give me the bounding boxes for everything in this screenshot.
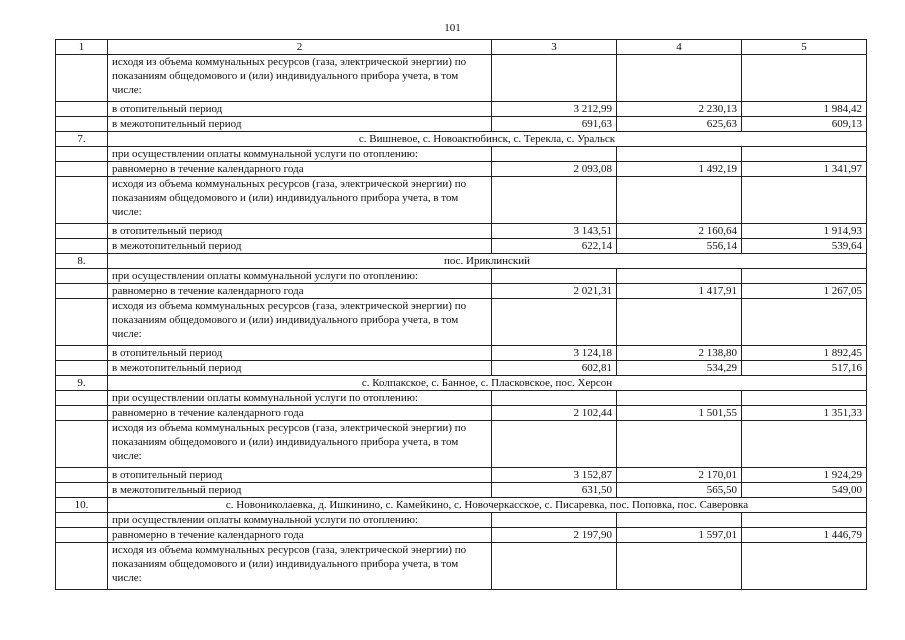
value-col-4	[617, 299, 742, 346]
row-label: при осуществлении оплаты коммунальной услуги по отоплению:	[108, 269, 492, 284]
value-col-4: 1 501,55	[617, 406, 742, 421]
value-col-4: 2 170,01	[617, 468, 742, 483]
table-row	[56, 391, 867, 406]
table-row	[56, 162, 867, 177]
row-label: исходя из объема коммунальных ресурсов (газа, электрической энергии) по показаниям общедомового и (или) индивидуального прибора учета, в том числе:	[108, 177, 492, 224]
table-row	[56, 177, 867, 224]
value-col-4	[617, 513, 742, 528]
row-number	[56, 528, 108, 543]
row-number	[56, 269, 108, 284]
row-number	[56, 162, 108, 177]
row-number	[56, 483, 108, 498]
table-row	[56, 102, 867, 117]
table-row	[56, 346, 867, 361]
value-col-4	[617, 391, 742, 406]
tariff-table	[55, 39, 867, 590]
row-number	[56, 406, 108, 421]
value-col-5	[742, 269, 867, 284]
row-label: равномерно в течение календарного года	[108, 284, 492, 299]
row-label: исходя из объема коммунальных ресурсов (газа, электрической энергии) по показаниям общедомового и (или) индивидуального прибора учета, в том числе:	[108, 55, 492, 102]
row-number	[56, 421, 108, 468]
table-row	[56, 421, 867, 468]
value-col-5: 1 446,79	[742, 528, 867, 543]
table-row	[56, 528, 867, 543]
row-number	[56, 543, 108, 590]
table-row	[56, 406, 867, 421]
value-col-3: 691,63	[492, 117, 617, 132]
row-label: равномерно в течение календарного года	[108, 528, 492, 543]
row-label: в межотопительный период	[108, 239, 492, 254]
value-col-5: 1 924,29	[742, 468, 867, 483]
row-number	[56, 239, 108, 254]
row-label: равномерно в течение календарного года	[108, 406, 492, 421]
value-col-3	[492, 177, 617, 224]
table-row	[56, 299, 867, 346]
settlement-name: с. Новониколаевка, д. Ишкинино, с. Камейкино, с. Новочеркасское, с. Писаревка, пос. Поповка, пос. Саверовка	[108, 498, 867, 513]
row-number	[56, 346, 108, 361]
value-col-5: 1 351,33	[742, 406, 867, 421]
value-col-3	[492, 391, 617, 406]
header-col-5: 5	[742, 40, 867, 55]
table-row	[56, 468, 867, 483]
settlement-row	[56, 498, 867, 513]
value-col-3: 2 197,90	[492, 528, 617, 543]
value-col-5: 1 892,45	[742, 346, 867, 361]
table-row	[56, 117, 867, 132]
value-col-4	[617, 147, 742, 162]
value-col-4: 556,14	[617, 239, 742, 254]
table-row	[56, 224, 867, 239]
row-label: при осуществлении оплаты коммунальной услуги по отоплению:	[108, 391, 492, 406]
value-col-3: 3 212,99	[492, 102, 617, 117]
value-col-4	[617, 177, 742, 224]
row-number: 7.	[56, 132, 108, 147]
value-col-3	[492, 421, 617, 468]
row-number: 9.	[56, 376, 108, 391]
header-col-1: 1	[56, 40, 108, 55]
row-number	[56, 224, 108, 239]
value-col-5	[742, 147, 867, 162]
value-col-3: 622,14	[492, 239, 617, 254]
settlement-row	[56, 132, 867, 147]
row-label: исходя из объема коммунальных ресурсов (газа, электрической энергии) по показаниям общедомового и (или) индивидуального прибора учета, в том числе:	[108, 421, 492, 468]
value-col-5: 539,64	[742, 239, 867, 254]
row-label: в межотопительный период	[108, 361, 492, 376]
header-col-3: 3	[492, 40, 617, 55]
row-number	[56, 513, 108, 528]
value-col-4	[617, 543, 742, 590]
tariff-table-body	[56, 40, 867, 590]
value-col-5	[742, 55, 867, 102]
row-label: в отопительный период	[108, 224, 492, 239]
row-number	[56, 299, 108, 346]
header-col-2: 2	[108, 40, 492, 55]
row-number	[56, 468, 108, 483]
row-number	[56, 102, 108, 117]
row-label: в отопительный период	[108, 102, 492, 117]
value-col-3: 3 124,18	[492, 346, 617, 361]
value-col-4: 625,63	[617, 117, 742, 132]
value-col-5: 517,16	[742, 361, 867, 376]
value-col-5: 1 914,93	[742, 224, 867, 239]
value-col-4: 2 230,13	[617, 102, 742, 117]
row-label: в межотопительный период	[108, 117, 492, 132]
value-col-5	[742, 421, 867, 468]
value-col-5: 549,00	[742, 483, 867, 498]
value-col-4: 1 417,91	[617, 284, 742, 299]
row-label: в межотопительный период	[108, 483, 492, 498]
row-number	[56, 147, 108, 162]
row-label: в отопительный период	[108, 468, 492, 483]
value-col-3: 602,81	[492, 361, 617, 376]
table-row	[56, 361, 867, 376]
value-col-3	[492, 147, 617, 162]
value-col-4: 2 160,64	[617, 224, 742, 239]
value-col-4: 1 492,19	[617, 162, 742, 177]
table-row	[56, 513, 867, 528]
row-number: 10.	[56, 498, 108, 513]
row-number	[56, 55, 108, 102]
header-col-4: 4	[617, 40, 742, 55]
value-col-3	[492, 513, 617, 528]
value-col-5	[742, 543, 867, 590]
value-col-4: 565,50	[617, 483, 742, 498]
settlement-row	[56, 376, 867, 391]
value-col-5: 609,13	[742, 117, 867, 132]
value-col-3: 3 152,87	[492, 468, 617, 483]
value-col-4: 1 597,01	[617, 528, 742, 543]
row-label: при осуществлении оплаты коммунальной услуги по отоплению:	[108, 147, 492, 162]
value-col-5: 1 267,05	[742, 284, 867, 299]
row-label: при осуществлении оплаты коммунальной услуги по отоплению:	[108, 513, 492, 528]
row-number	[56, 391, 108, 406]
settlement-row	[56, 254, 867, 269]
value-col-3: 631,50	[492, 483, 617, 498]
value-col-3	[492, 299, 617, 346]
value-col-5: 1 341,97	[742, 162, 867, 177]
value-col-3	[492, 543, 617, 590]
value-col-5	[742, 177, 867, 224]
row-number: 8.	[56, 254, 108, 269]
settlement-name: с. Вишневое, с. Новоактюбинск, с. Терекла, с. Уральск	[108, 132, 867, 147]
value-col-5	[742, 299, 867, 346]
table-row	[56, 483, 867, 498]
value-col-4	[617, 269, 742, 284]
value-col-3: 2 021,31	[492, 284, 617, 299]
value-col-4	[617, 55, 742, 102]
row-label: исходя из объема коммунальных ресурсов (газа, электрической энергии) по показаниям общедомового и (или) индивидуального прибора учета, в том числе:	[108, 299, 492, 346]
header-row	[56, 40, 867, 55]
settlement-name: пос. Ириклинский	[108, 254, 867, 269]
table-row	[56, 269, 867, 284]
value-col-4	[617, 421, 742, 468]
value-col-3: 2 102,44	[492, 406, 617, 421]
row-number	[56, 117, 108, 132]
row-label: исходя из объема коммунальных ресурсов (газа, электрической энергии) по показаниям общедомового и (или) индивидуального прибора учета, в том числе:	[108, 543, 492, 590]
page-number: 101	[444, 22, 461, 34]
table-row	[56, 147, 867, 162]
value-col-4: 2 138,80	[617, 346, 742, 361]
row-number	[56, 177, 108, 224]
settlement-name: с. Колпакское, с. Банное, с. Пласковское, пос. Херсон	[108, 376, 867, 391]
row-number	[56, 361, 108, 376]
table-row	[56, 543, 867, 590]
table-row	[56, 55, 867, 102]
value-col-5	[742, 391, 867, 406]
value-col-3	[492, 269, 617, 284]
row-number	[56, 284, 108, 299]
table-row	[56, 239, 867, 254]
value-col-3	[492, 55, 617, 102]
value-col-3: 3 143,51	[492, 224, 617, 239]
row-label: равномерно в течение календарного года	[108, 162, 492, 177]
value-col-5	[742, 513, 867, 528]
value-col-3: 2 093,08	[492, 162, 617, 177]
row-label: в отопительный период	[108, 346, 492, 361]
table-row	[56, 284, 867, 299]
value-col-5: 1 984,42	[742, 102, 867, 117]
value-col-4: 534,29	[617, 361, 742, 376]
